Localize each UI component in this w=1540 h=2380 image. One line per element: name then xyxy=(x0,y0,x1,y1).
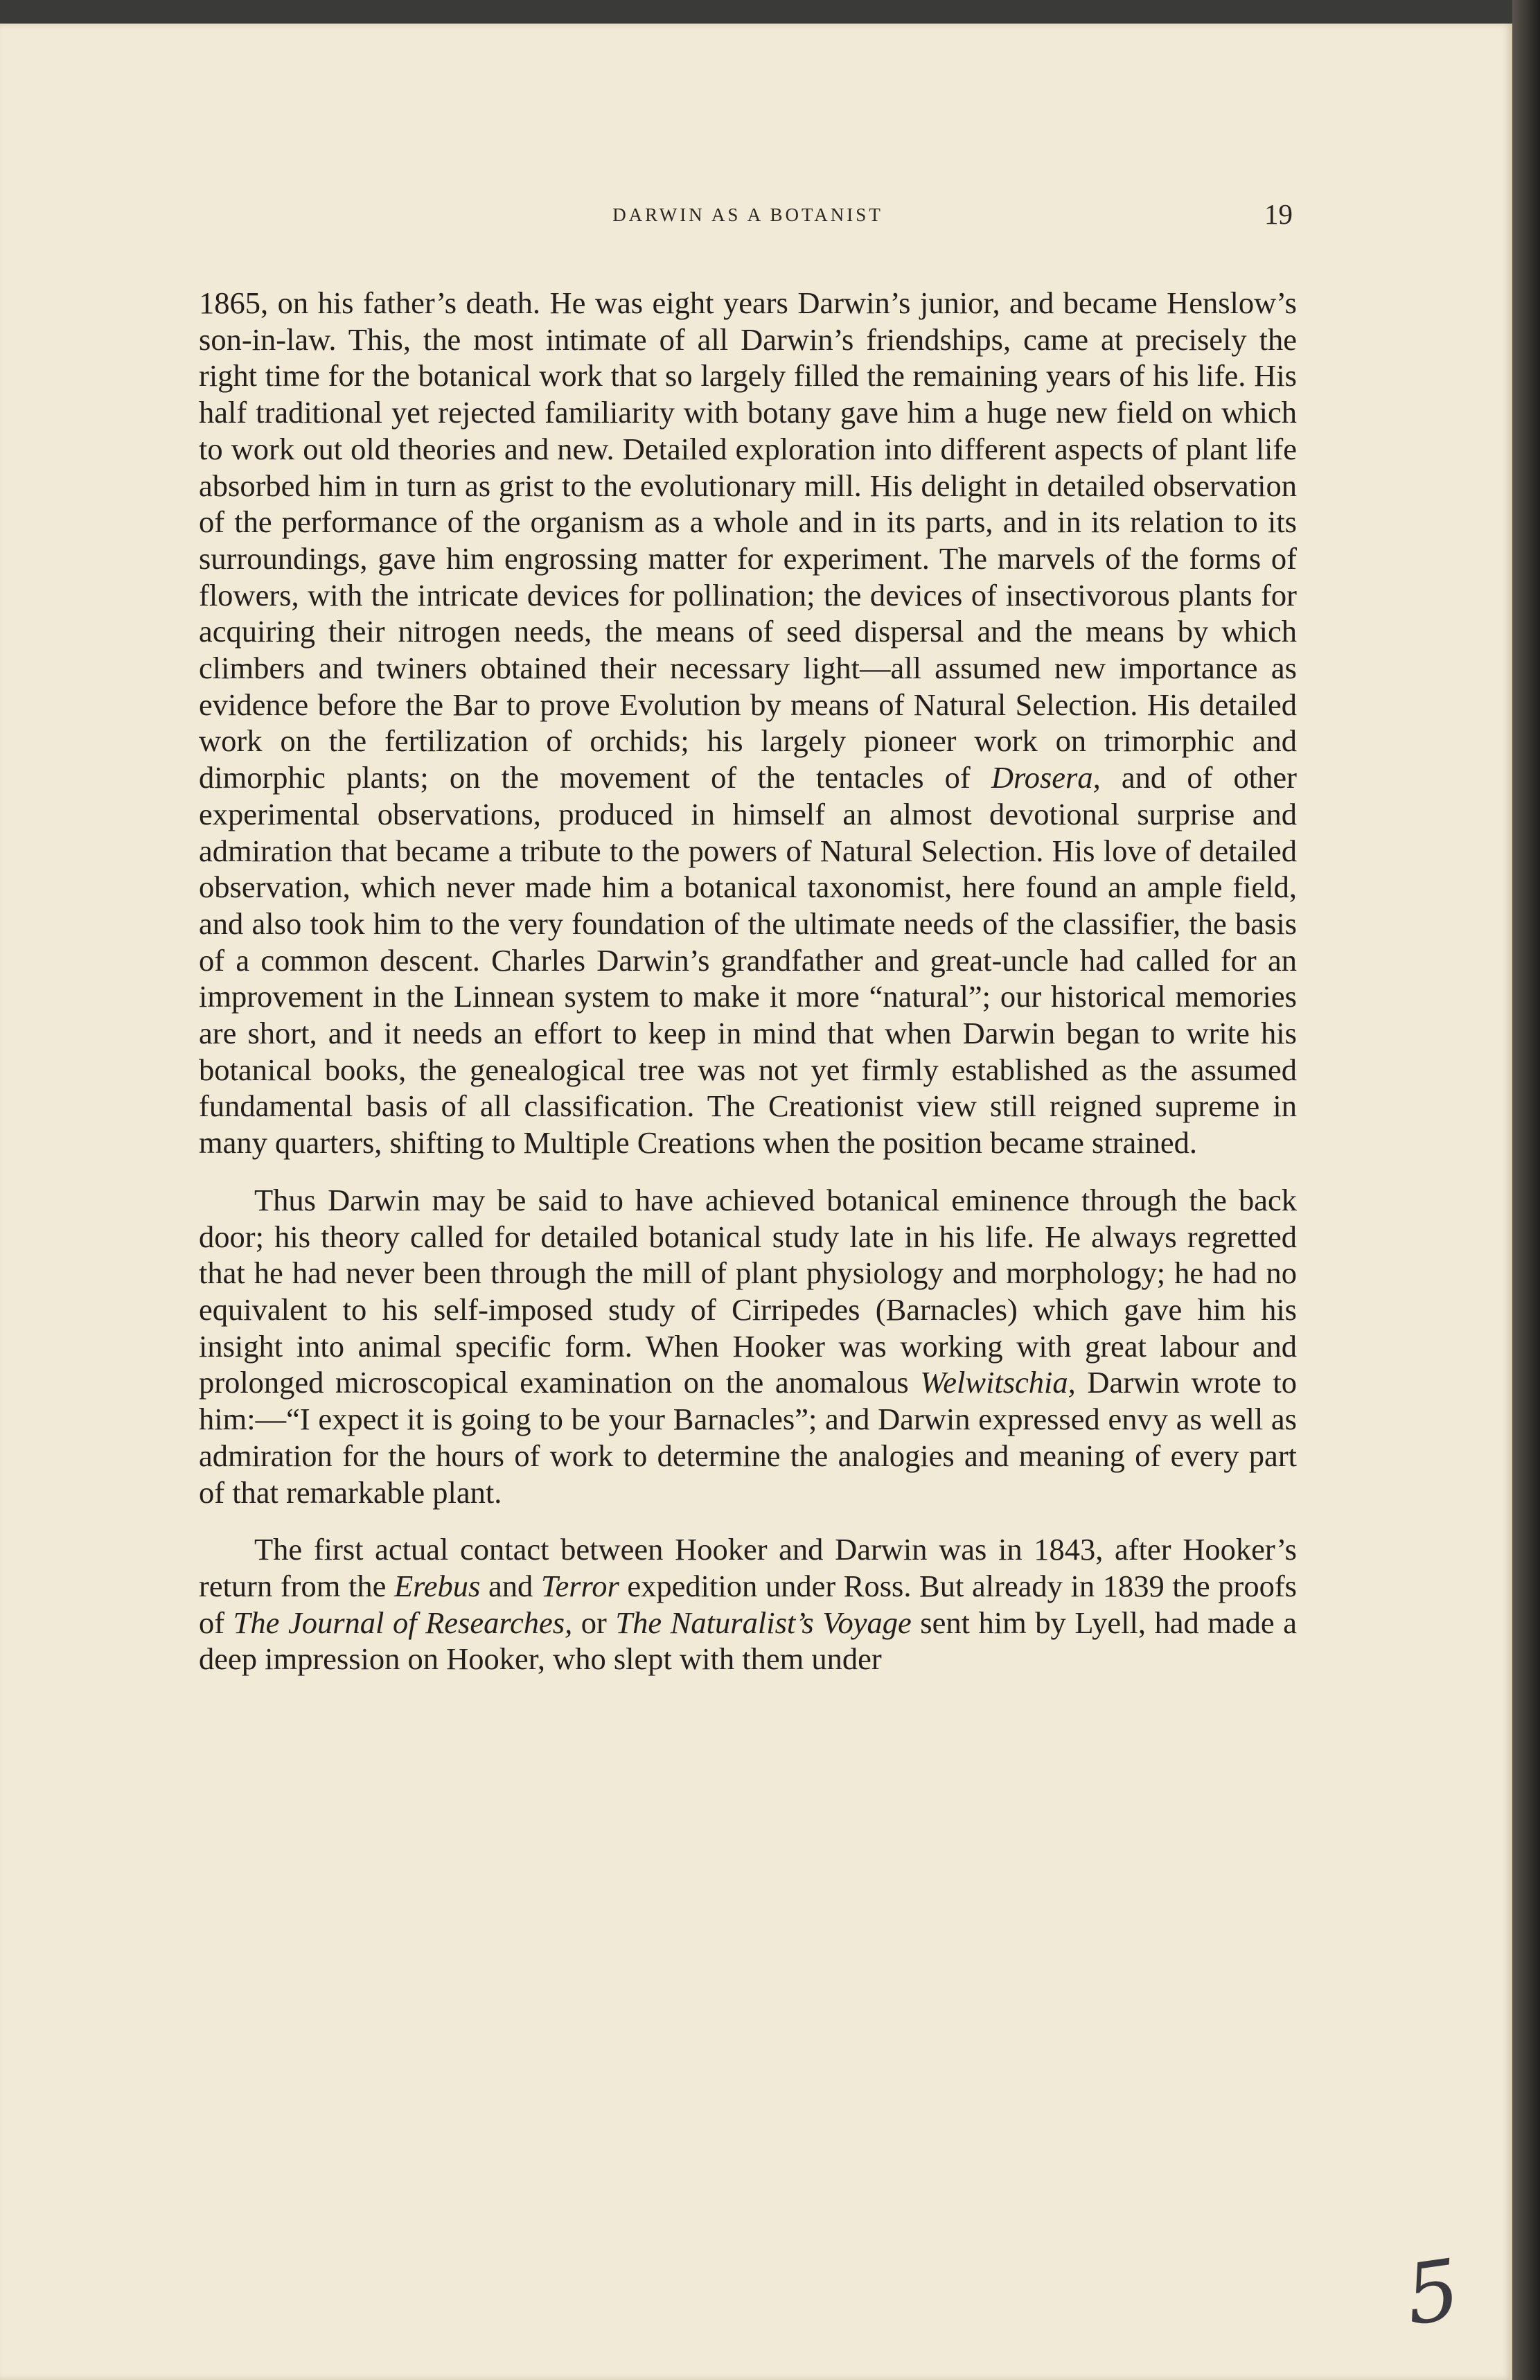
text-run: 1865, on his father’s death. He was eight years Darwin’s junior, and became Henslow’s son-in-law. This, the most intimate of all Darwin’s friendships, came at precisely the right time for the botanical work that so largely filled the remaining years of his life. His half traditional yet rejected familiarity with botany gave him a huge new field on which to work out old theories and new. Detailed exploration into different aspects of plant life absorbed him in turn as grist to the evolutionary mill. His delight in detailed observation of the performance of the organism as a whole and in its parts, and in its relation to its surroundings, gave him engrossing matter for experiment. The marvels of the forms of flowers, with the intricate devices for pollination; the devices of insectivorous plants for acquiring their nitrogen needs, the means of seed dispersal and the means by which climbers and twiners obtained their necessary light—all assumed new importance as evidence before the Bar to prove Evolution by means of Natural Selection. His detailed work on the fertilization of orchids; his largely pioneer work on trimorphic and dimorphic plants; on the movement of the tentacles of xyxy=(199,285,1297,795)
text-run: expedition under Ross. But already in 1839 the proofs of xyxy=(199,1568,1297,1640)
scanner-edge-right xyxy=(1512,0,1540,2380)
text-run: and xyxy=(480,1568,541,1603)
italic-text: Erebus xyxy=(393,1568,481,1603)
italic-text: Welwitschia, xyxy=(920,1365,1076,1400)
folio-number: 5 xyxy=(1399,2241,1466,2345)
italic-text: The Journal of Researches, xyxy=(233,1605,573,1640)
scanner-edge-top xyxy=(0,0,1540,24)
italic-text: The Naturalist’s Voyage xyxy=(615,1605,912,1640)
paragraph xyxy=(199,285,1297,1161)
italic-text: Terror xyxy=(540,1568,619,1603)
italic-text: Drosera, xyxy=(991,760,1101,795)
text-run: or xyxy=(572,1605,616,1640)
running-head xyxy=(199,197,1297,239)
text-run: and of other experimental observations, produced in himself an almost devotional surprise and admiration that became a tribute to the powers of Natural Selection. His love of detailed observation, which never made him a botanical taxonomist, here found an ample field, and also took him to the very foundation of the ultimate needs of the classifier, the basis of a common descent. Charles Darwin’s grandfather and great-uncle had called for an improvement in the Linnean system to make it more “natural”; our historical memories are short, and it needs an effort to keep in mind that when Darwin began to write his botanical books, the genealogical tree was not yet firmly established as the assumed fundamental basis of all classification. The Creationist view still reigned supreme in many quarters, shifting to Multiple Creations when the position became strained. xyxy=(199,760,1297,1161)
text-run: sent him by Lyell, had made a deep impression on Hooker, who slept with them under xyxy=(199,1605,1297,1677)
text-run: Darwin wrote to him:—“I expect it is going to be your Barnacles”; and Darwin expressed envy as well as admiration for the hours of work to determine the analogies and meaning of every part of that remarkable plant. xyxy=(199,1365,1297,1510)
body-text xyxy=(199,285,1297,1677)
handwritten-folio-mark xyxy=(1399,2238,1483,2345)
text-run: Thus Darwin may be said to have achieved botanical eminence through the back door; his theory called for detailed botanical study late in his life. He always regretted that he had never been through the mill of plant physiology and morphology; he had no equivalent to his self-imposed study of Cirripedes (Barnacles) which gave him his insight into animal specific form. When Hooker was working with great labour and prolonged microscopical examination on the anomalous xyxy=(199,1182,1297,1400)
paragraph xyxy=(199,1182,1297,1510)
text-run: The first actual contact between Hooker and Darwin was in 1843, after Hooker’s return from the xyxy=(199,1532,1297,1603)
page-number: 19 xyxy=(1264,198,1293,230)
running-title: DARWIN AS A BOTANIST xyxy=(612,204,883,225)
paragraph xyxy=(199,1531,1297,1677)
